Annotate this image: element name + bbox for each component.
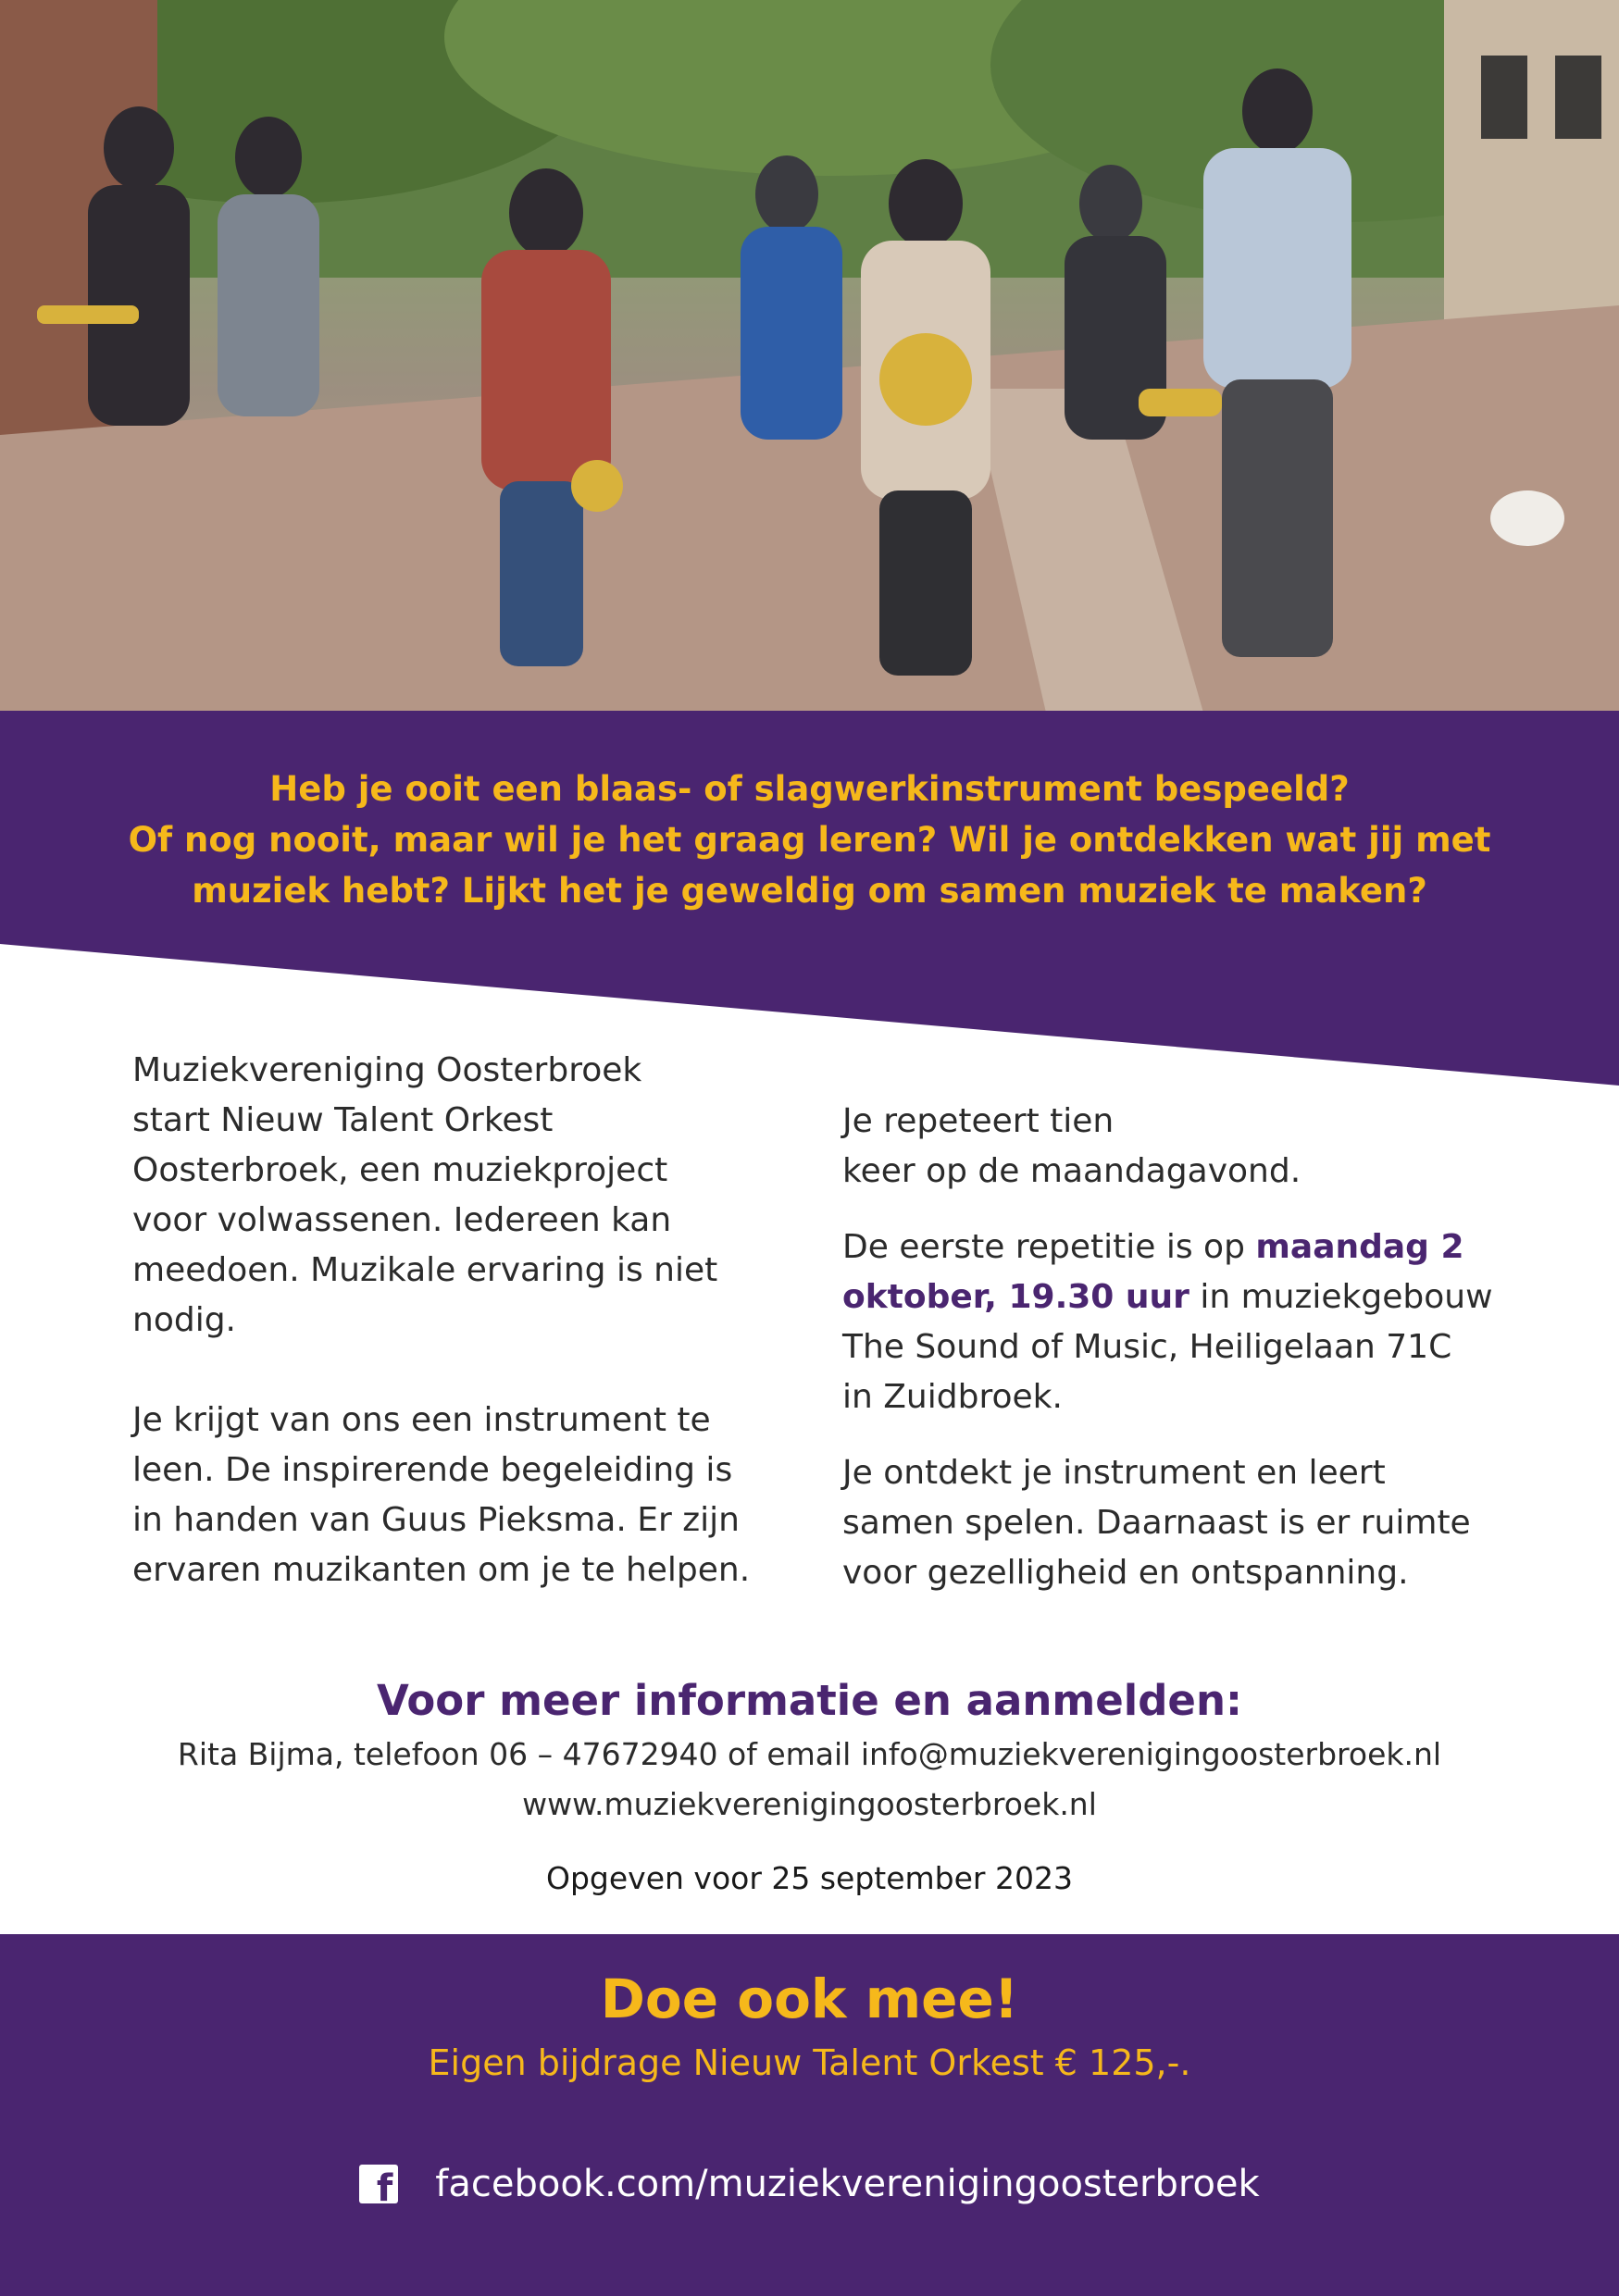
photo-illustration: [0, 0, 1619, 713]
rehearsal-date-highlight: maandag 2: [1255, 1228, 1464, 1266]
left-p1-line: meedoen. Muzikale ervaring is niet: [132, 1251, 718, 1289]
left-p1-line: start Nieuw Talent Orkest: [132, 1101, 554, 1139]
left-p1-line: Oosterbroek, een muziekproject: [132, 1151, 668, 1189]
venue-line: The Sound of Music, Heiligelaan 71C: [842, 1328, 1452, 1366]
right-p1-line: keer op de maandagavond.: [842, 1152, 1301, 1190]
left-p1-line: nodig.: [132, 1301, 236, 1339]
left-column: [132, 1046, 817, 1595]
header-photo: [0, 0, 1619, 713]
facebook-link[interactable]: [0, 2158, 1619, 2210]
intro-line-1: Heb je ooit een blaas- of slagwerkinstrument bespeeld?: [269, 769, 1350, 809]
intro-question: [0, 763, 1619, 916]
rehearsal-time-highlight: oktober, 19.30 uur: [842, 1278, 1189, 1316]
left-p2-line: ervaren muzikanten om je te helpen.: [132, 1551, 751, 1589]
town-line: in Zuidbroek.: [842, 1378, 1063, 1416]
contact-line[interactable]: Rita Bijma, telefoon 06 – 47672940 of email info@muziekverenigingoosterbroek.nl: [177, 1736, 1442, 1772]
left-p1-line: voor volwassenen. Iedereen kan: [132, 1201, 672, 1239]
right-p3-line: Je ontdekt je instrument en leert: [842, 1454, 1386, 1492]
intro-line-3: muziek hebt? Lijkt het je geweldig om samen muziek te maken?: [192, 871, 1427, 911]
left-p2-line: in handen van Guus Pieksma. Er zijn: [132, 1501, 740, 1539]
left-p2-line: leen. De inspirerende begeleiding is: [132, 1451, 733, 1489]
info-title: Voor meer informatie en aanmelden:: [377, 1676, 1242, 1725]
intro-line-2: Of nog nooit, maar wil je het graag leren? Wil je ontdekken wat jij met: [128, 820, 1491, 860]
website-link[interactable]: www.muziekverenigingoosterbroek.nl: [522, 1786, 1097, 1822]
left-p1-line: Muziekvereniging Oosterbroek: [132, 1051, 642, 1089]
facebook-url[interactable]: facebook.com/muziekverenigingoosterbroek: [435, 2163, 1260, 2205]
right-column: [842, 1097, 1527, 1598]
rehearsal-date-line-1: [842, 1222, 1527, 1272]
rehearsal-date-line-2: [842, 1272, 1527, 1322]
registration-deadline: Opgeven voor 25 september 2023: [546, 1860, 1073, 1896]
facebook-icon[interactable]: f: [359, 2165, 398, 2203]
left-p2-line: Je krijgt van ons een instrument te: [132, 1401, 711, 1439]
right-p3-line: samen spelen. Daarnaast is er ruimte: [842, 1504, 1471, 1542]
price-line: Eigen bijdrage Nieuw Talent Orkest € 125,-.: [428, 2042, 1191, 2083]
rehearsal-text: De eerste repetitie is op: [842, 1228, 1256, 1266]
rehearsal-text: in muziekgebouw: [1189, 1278, 1493, 1316]
right-p3-line: voor gezelligheid en ontspanning.: [842, 1554, 1409, 1592]
right-p1-line: Je repeteert tien: [842, 1102, 1115, 1140]
call-to-action: Doe ook mee!: [600, 1967, 1019, 2030]
